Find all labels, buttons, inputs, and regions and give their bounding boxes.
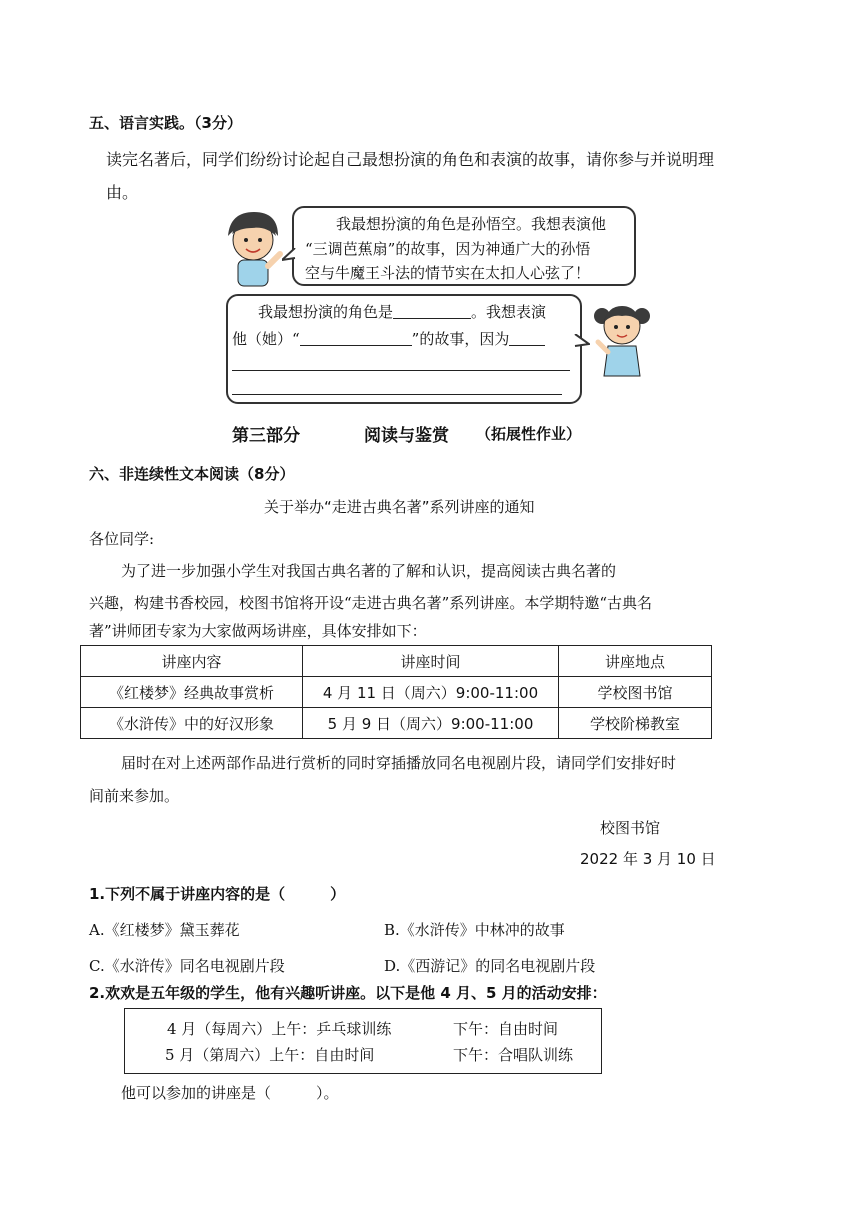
section6-heading: 六、非连续性文本阅读（8分） [89, 465, 295, 483]
girl-bubble-text3: 他（她）“ [232, 330, 300, 348]
schedule-april-morning: 4 月（每周六）上午：乒乓球训练 [167, 1020, 392, 1038]
notice-signature: 校图书馆 [600, 819, 661, 837]
q1-option-b[interactable]: B.《水浒传》中林冲的故事 [384, 921, 565, 939]
table-header-cell: 讲座时间 [303, 646, 559, 677]
q2-answer-line[interactable]: 他可以参加的讲座是（ ）。 [121, 1084, 339, 1102]
role-blank[interactable] [393, 302, 471, 319]
section5-prompt-line1: 读完名著后，同学们纷纷讨论起自己最想扮演的角色和表演的故事，请你参与并说明理 [106, 150, 715, 169]
table-cell: 学校图书馆 [559, 677, 712, 708]
table-cell: 学校阶梯教室 [559, 708, 712, 739]
notice-greeting: 各位同学: [89, 530, 155, 548]
table-row [81, 708, 712, 739]
notice-para2-line1: 届时在对上述两部作品进行赏析的同时穿插播放同名电视剧片段，请同学们安排好时 [121, 754, 677, 772]
girl-illustration [592, 296, 652, 382]
girl-bubble-text2: 。我想表演 [471, 303, 547, 321]
reason-line-1[interactable] [232, 370, 570, 371]
girl-bubble-row2 [232, 328, 545, 349]
story-blank[interactable] [300, 329, 412, 346]
q2-stem: 2.欢欢是五年级的学生，他有兴趣听讲座。以下是他 4 月、5 月的活动安排： [89, 984, 607, 1002]
schedule-may-morning: 5 月（第周六）上午：自由时间 [165, 1046, 375, 1064]
notice-para1-line2: 兴趣，构建书香校园，校图书馆将开设“走进古典名著”系列讲座。本学期特邀“古典名 [89, 594, 653, 612]
table-cell: 《水浒传》中的好汉形象 [81, 708, 303, 739]
q1-option-c[interactable]: C.《水浒传》同名电视剧片段 [89, 957, 285, 975]
table-header-cell: 讲座内容 [81, 646, 303, 677]
girl-bubble-text4: ”的故事，因为 [411, 330, 510, 348]
girl-bubble-tail [574, 334, 590, 352]
part3-note: （拓展性作业） [476, 425, 582, 443]
table-cell: 5 月 9 日（周六）9:00-11:00 [303, 708, 559, 739]
notice-para1-line3: 著”讲师团专家为大家做两场讲座，具体安排如下： [89, 622, 427, 640]
schedule-may-afternoon: 下午：合唱队训练 [453, 1046, 574, 1064]
table-cell: 4 月 11 日（周六）9:00-11:00 [303, 677, 559, 708]
section5-prompt-line2: 由。 [106, 183, 139, 202]
table-header-row [81, 646, 712, 677]
notice-para1-line1: 为了进一步加强小学生对我国古典名著的了解和认识，提高阅读古典名著的 [121, 562, 617, 580]
boy-bubble-tail [282, 248, 296, 266]
reason-line-2[interactable] [232, 394, 562, 395]
table-header-cell: 讲座地点 [559, 646, 712, 677]
notice-title: 关于举办“走进古典名著”系列讲座的通知 [264, 498, 535, 516]
q1-option-a[interactable]: A.《红楼梦》黛玉葬花 [89, 921, 240, 939]
notice-para2-line2: 间前来参加。 [89, 787, 180, 805]
boy-bubble-line1: 我最想扮演的角色是孙悟空。我想表演他 [336, 215, 607, 233]
boy-bubble-line2: “三调芭蕉扇”的故事，因为神通广大的孙悟 [305, 240, 591, 258]
q1-stem: 1.下列不属于讲座内容的是（ ） [89, 885, 346, 903]
girl-bubble-row1 [258, 301, 546, 322]
notice-date: 2022 年 3 月 10 日 [580, 850, 716, 868]
reason-blank-short[interactable] [509, 329, 545, 346]
section5-heading: 五、语言实践。（3分） [89, 114, 242, 132]
boy-illustration [218, 206, 290, 290]
q1-option-d[interactable]: D.《西游记》的同名电视剧片段 [384, 957, 596, 975]
girl-bubble-text1: 我最想扮演的角色是 [258, 303, 394, 321]
part3-subtitle: 阅读与鉴赏 [364, 426, 449, 446]
lecture-table [80, 645, 712, 739]
boy-bubble-line3: 空与牛魔王斗法的情节实在太扣人心弦了！ [305, 264, 591, 282]
table-cell: 《红楼梦》经典故事赏析 [81, 677, 303, 708]
table-row [81, 677, 712, 708]
schedule-box [124, 1008, 602, 1074]
schedule-april-afternoon: 下午：自由时间 [453, 1020, 559, 1038]
part3-title: 第三部分 [232, 426, 300, 446]
